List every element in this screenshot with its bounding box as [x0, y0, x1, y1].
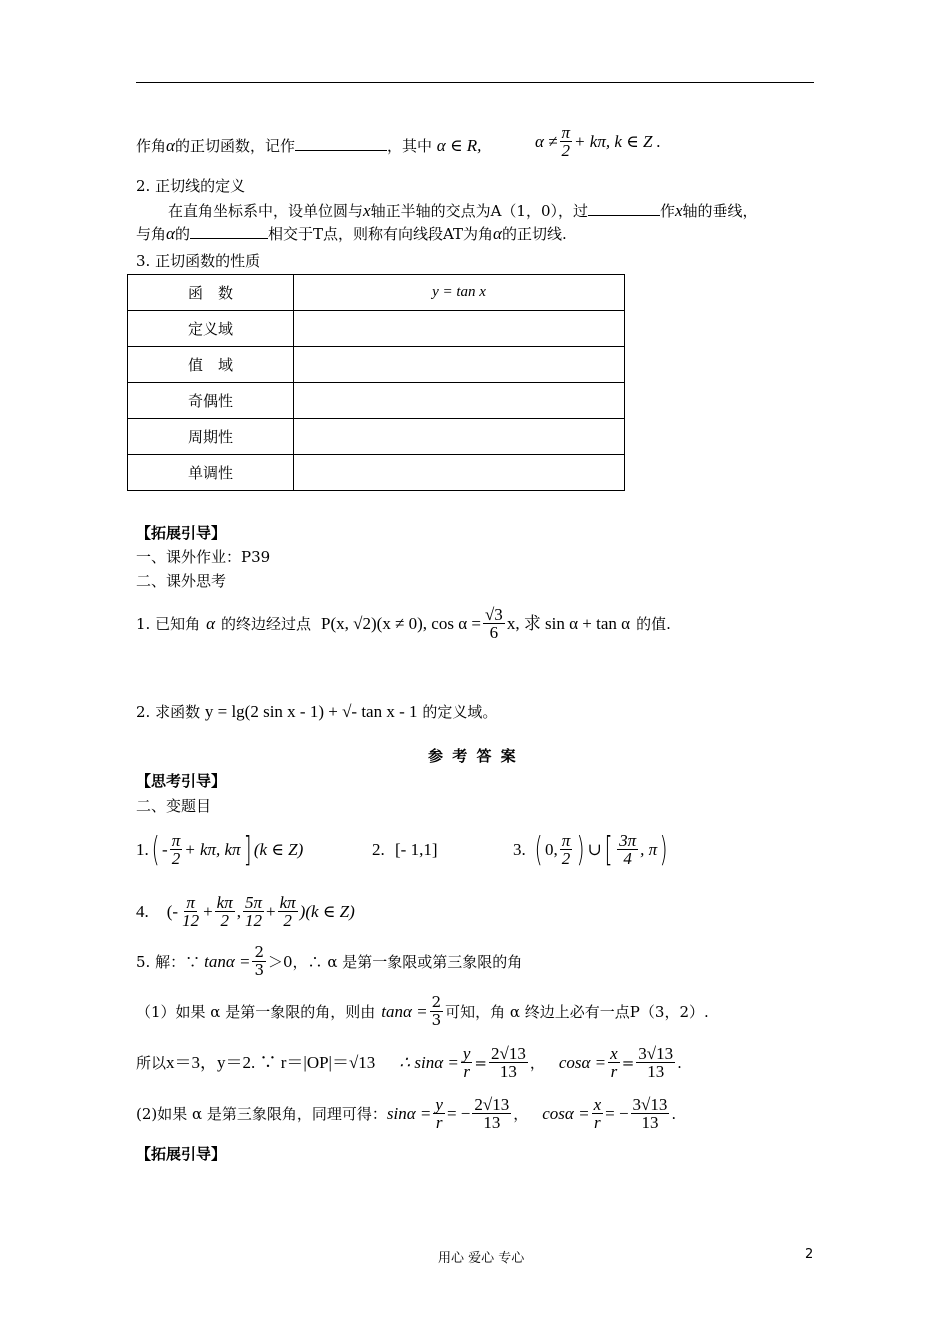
table-row: 定义域	[128, 311, 625, 347]
answer-cell-parity[interactable]	[294, 383, 625, 419]
section2-line2: 与角α的 相交于T点，则称有向线段AT为角α的正切线.	[136, 224, 567, 243]
case-1-values: 所以 x＝3，y＝2. ∵ r＝|OP|＝√13 ∴ sinα = $\frac{y}{r}$ = $\frac{2√13}{13}$ ， cosα = $\frac{x}{r}$ = $\frac{3√13}{13}$ .	[136, 1044, 682, 1081]
answer-cell-period[interactable]	[294, 419, 625, 455]
answer-cell-range[interactable]	[294, 347, 625, 383]
table-row: 周期性	[128, 419, 625, 455]
section3-heading: 3. 正切函数的性质	[136, 252, 261, 270]
case-2-values: (2)如果 α 是第三象限角，同理可得： sinα = $\frac{y}{r}$ = − $\frac{2√13}{13}$ ， cosα = $\frac{x}{r}$ = − $\frac{3√13}{13}$ .	[136, 1095, 677, 1132]
question-2: 2. 求函数 y = lg(2 sin x - 1) + √- tan x - 1 的定义域。	[136, 702, 498, 721]
thinking-heading: 【思考引导】	[136, 772, 227, 790]
header-rule	[136, 82, 814, 83]
page-number: 2	[805, 1247, 814, 1262]
extension-heading: 【拓展引导】	[136, 524, 227, 542]
thinking-line: 二、课外思考	[136, 572, 227, 590]
answer-4: 4. (- $\frac{\pi}{12}$ + $\frac{k\pi}{2}$ , $\frac{5\pi}{12}$ + $\frac{k\pi}{2}$ )(k ∈ Z)	[136, 893, 355, 930]
section2-heading: 2. 正切线的定义	[136, 177, 246, 195]
answer-2: 2. [- 1,1]	[372, 840, 438, 859]
table-row	[128, 275, 625, 311]
footer-center: 用心 爱心 专心	[438, 1251, 525, 1266]
case-1: （1）如果 α 是第一象限的角，则由 tanα = $\frac{2}{3}$ 可知，角 α 终边上必有一点P（3，2）.	[136, 993, 709, 1029]
section2-line1: 在直角坐标系中，设单位圆与x轴正半轴的交点为A（1，0），过 作x轴的垂线，	[168, 201, 758, 220]
answer-5: 5. 解：∵ tanα = $\frac{2}{3}$ ＞0，∴ α 是第一象限或第三象限的角	[136, 943, 523, 979]
answer-1: 1. ( - $\frac{\pi}{2}$ + kπ, kπ ] (k ∈ Z)	[136, 829, 304, 870]
answer-cell-monotonic[interactable]	[294, 455, 625, 491]
tan-condition: α ≠ $\frac{\pi}{2}$ + kπ, k ∈ Z .	[535, 123, 661, 160]
homework-line: 一、课外作业：P39	[136, 548, 271, 566]
table-row: 单调性	[128, 455, 625, 491]
table-row: 值 域	[128, 347, 625, 383]
table-cell-value: y = tan x	[294, 275, 625, 311]
answer-3: 3. ( 0, $\frac{\pi}{2}$ ) ∪ [ $\frac{3\pi}{4}$ , π )	[513, 829, 668, 870]
table-cell-label: 函 数	[128, 275, 294, 311]
properties-table	[127, 274, 625, 491]
tan-definition: 作角α的正切函数，记作 ，其中 α ∈ R,	[136, 136, 482, 155]
blank-terminal-side[interactable]	[190, 224, 268, 239]
answer-cell-domain[interactable]	[294, 311, 625, 347]
blank-notation[interactable]	[295, 136, 387, 151]
question-1: 1. 已知角 α 的终边经过点 P(x, √2)(x ≠ 0), cos α = $\frac{√3}{6}$ x, 求 sin α + tan α 的值.	[136, 605, 671, 642]
table-row: 奇偶性	[128, 383, 625, 419]
blank-through[interactable]	[588, 201, 660, 216]
answers-title: 参 考 答 案	[428, 747, 518, 765]
extension-heading-2: 【拓展引导】	[136, 1145, 227, 1163]
variant-line: 二、变题目	[136, 797, 212, 815]
